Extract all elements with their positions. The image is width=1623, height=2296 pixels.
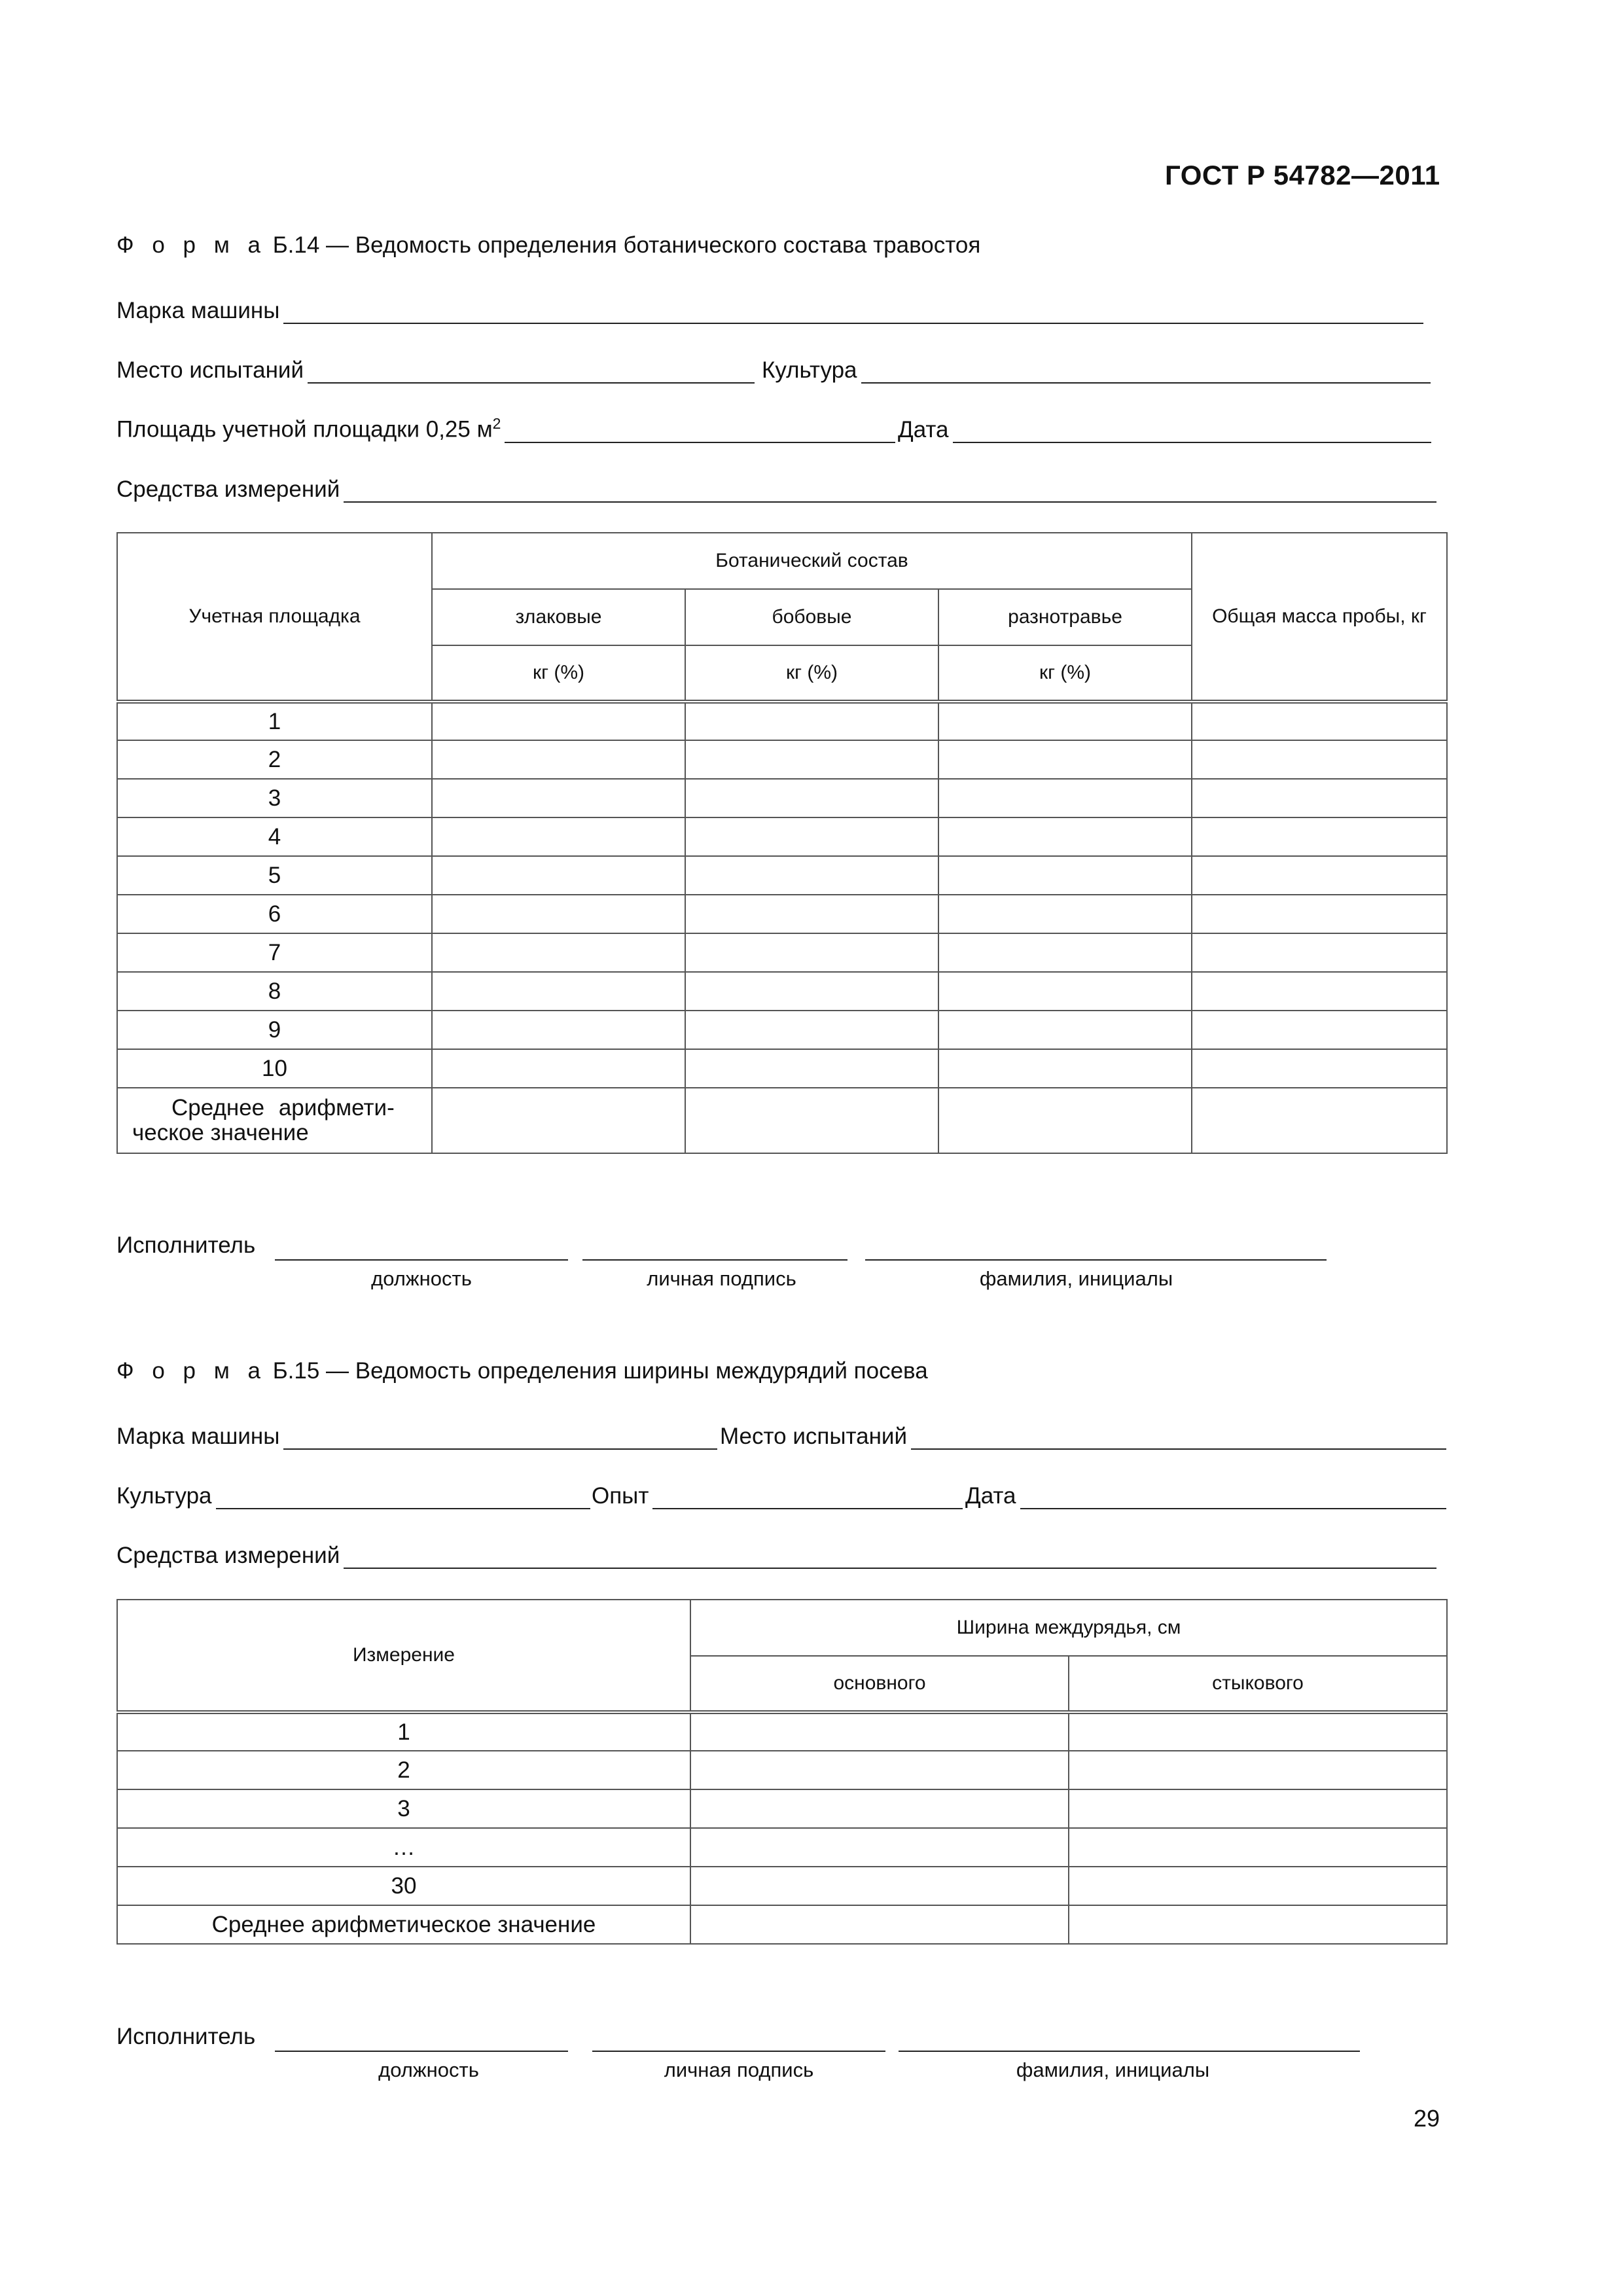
cell[interactable]	[1069, 1828, 1447, 1867]
cell[interactable]	[1069, 1905, 1447, 1944]
row-number: 10	[117, 1049, 432, 1088]
header-herb: разнотравье	[938, 589, 1192, 645]
standard-number: ГОСТ Р 54782—2011	[1165, 160, 1440, 190]
form15-sign-caption: личная подпись	[664, 2058, 814, 2081]
cell[interactable]	[938, 779, 1192, 817]
form14-name-line[interactable]	[865, 1258, 1327, 1261]
form15-machine-line[interactable]	[283, 1424, 717, 1450]
cell[interactable]	[685, 702, 938, 740]
form15-name-line[interactable]	[899, 2049, 1360, 2052]
cell[interactable]	[938, 740, 1192, 779]
form15-experiment-label: Опыт	[592, 1483, 649, 1509]
cell[interactable]	[938, 1011, 1192, 1049]
header-plot: Учетная площадка	[117, 533, 432, 702]
cell[interactable]	[690, 1712, 1069, 1751]
cell[interactable]	[432, 972, 685, 1011]
form15-culture-label: Культура	[116, 1483, 212, 1509]
cell[interactable]	[938, 1049, 1192, 1088]
row-number: 6	[117, 895, 432, 933]
form15-place-field[interactable]	[720, 1417, 1446, 1450]
row-average-label	[117, 1088, 432, 1153]
cell[interactable]	[1192, 895, 1447, 933]
form14-date-line[interactable]	[953, 417, 1431, 443]
form14-area-label	[116, 410, 505, 443]
cell[interactable]	[938, 856, 1192, 895]
cell[interactable]	[690, 1789, 1069, 1828]
header-total-mass: Общая масса пробы, кг	[1192, 533, 1447, 702]
cell[interactable]	[685, 856, 938, 895]
form14-machine-field[interactable]	[116, 291, 1423, 324]
form14-culture-line[interactable]	[861, 357, 1431, 384]
cell[interactable]	[685, 740, 938, 779]
page-number: 29	[1414, 2105, 1440, 2132]
form15-title-prefix: Ф о р м а	[116, 1358, 266, 1384]
cell[interactable]	[685, 1088, 938, 1153]
row-average-label: Среднее арифметическое значение	[117, 1905, 690, 1944]
cell[interactable]	[690, 1905, 1069, 1944]
unit-herb: кг (%)	[938, 645, 1192, 702]
cell[interactable]	[685, 1049, 938, 1088]
form14-place-label: Место испытаний	[116, 357, 304, 383]
form14-place-field[interactable]	[116, 351, 755, 384]
cell[interactable]	[685, 933, 938, 972]
unit-legume: кг (%)	[685, 645, 938, 702]
cell[interactable]	[432, 895, 685, 933]
cell[interactable]	[432, 740, 685, 779]
form14-title	[116, 232, 980, 259]
form15-experiment-field[interactable]	[592, 1477, 963, 1509]
form14-machine-label: Марка машины	[116, 298, 280, 323]
form14-sign-caption: личная подпись	[647, 1267, 796, 1290]
cell[interactable]	[685, 972, 938, 1011]
row-ellipsis: …	[117, 1828, 690, 1867]
form15-table	[116, 1599, 1448, 1945]
form14-position-caption: должность	[371, 1267, 472, 1290]
header-joint: стыкового	[1069, 1656, 1447, 1712]
cell[interactable]	[690, 1828, 1069, 1867]
cell[interactable]	[1069, 1867, 1447, 1905]
cell[interactable]	[1192, 817, 1447, 856]
row-number: 3	[117, 779, 432, 817]
cell[interactable]	[1069, 1712, 1447, 1751]
cell[interactable]	[432, 702, 685, 740]
cell[interactable]	[685, 1011, 938, 1049]
form15-date-label: Дата	[965, 1483, 1016, 1509]
form14-area-sup: 2	[492, 415, 501, 433]
form14-date-field[interactable]	[898, 410, 1431, 443]
form14-culture-field[interactable]	[762, 351, 1431, 384]
form15-title-text: Б.15 — Ведомость определения ширины междурядий посева	[272, 1358, 928, 1384]
form15-sign-line[interactable]	[592, 2049, 885, 2052]
cell[interactable]	[1069, 1751, 1447, 1789]
form15-experiment-line[interactable]	[652, 1483, 963, 1509]
cell[interactable]	[432, 856, 685, 895]
cell[interactable]	[1192, 933, 1447, 972]
header-grass: злаковые	[432, 589, 685, 645]
row-number: 1	[117, 1712, 690, 1751]
form14-instruments-line[interactable]	[344, 476, 1436, 503]
form15-position-line[interactable]	[275, 2049, 568, 2052]
form15-name-caption: фамилия, инициалы	[1016, 2058, 1210, 2081]
form15-instruments-line[interactable]	[344, 1543, 1436, 1569]
form15-culture-field[interactable]	[116, 1477, 590, 1509]
cell[interactable]	[938, 895, 1192, 933]
header-botanical-composition: Ботанический состав	[432, 533, 1192, 589]
cell[interactable]	[432, 1011, 685, 1049]
form15-position-caption: должность	[378, 2058, 479, 2081]
cell[interactable]	[938, 1088, 1192, 1153]
cell[interactable]	[690, 1867, 1069, 1905]
form14-instruments-label: Средства измерений	[116, 476, 340, 502]
form14-sign-line[interactable]	[582, 1258, 847, 1261]
cell[interactable]	[1192, 702, 1447, 740]
row-number: 3	[117, 1789, 690, 1828]
form15-culture-line[interactable]	[216, 1483, 590, 1509]
form14-machine-line[interactable]	[283, 298, 1423, 324]
row-number: 9	[117, 1011, 432, 1049]
form15-title	[116, 1358, 928, 1384]
cell[interactable]	[690, 1751, 1069, 1789]
cell[interactable]	[1192, 856, 1447, 895]
avg-line-1: Среднее арифмети-	[171, 1095, 395, 1121]
cell[interactable]	[1069, 1789, 1447, 1828]
form14-date-label: Дата	[898, 417, 949, 442]
form14-executor-label: Исполнитель	[116, 1232, 256, 1258]
avg-line-2: ческое значение	[132, 1120, 309, 1145]
form15-place-label: Место испытаний	[720, 1424, 908, 1449]
cell[interactable]	[938, 817, 1192, 856]
form14-table	[116, 532, 1448, 1154]
form14-title-text: Б.14 — Ведомость определения ботанического состава травостоя	[272, 232, 981, 258]
row-number: 4	[117, 817, 432, 856]
form14-place-line[interactable]	[308, 357, 755, 384]
row-number: 30	[117, 1867, 690, 1905]
row-number: 1	[117, 702, 432, 740]
cell[interactable]	[1192, 1049, 1447, 1088]
cell[interactable]	[432, 779, 685, 817]
header-measurement: Измерение	[117, 1600, 690, 1712]
cell[interactable]	[432, 933, 685, 972]
row-number: 5	[117, 856, 432, 895]
form14-position-line[interactable]	[275, 1258, 568, 1261]
header-main: основного	[690, 1656, 1069, 1712]
cell[interactable]	[685, 895, 938, 933]
cell[interactable]	[1192, 740, 1447, 779]
cell[interactable]	[938, 933, 1192, 972]
form14-culture-label: Культура	[762, 357, 857, 383]
cell[interactable]	[685, 779, 938, 817]
form15-place-line[interactable]	[911, 1424, 1446, 1450]
header-legume: бобовые	[685, 589, 938, 645]
row-number: 2	[117, 1751, 690, 1789]
form15-date-line[interactable]	[1020, 1483, 1446, 1509]
row-number: 8	[117, 972, 432, 1011]
cell[interactable]	[938, 702, 1192, 740]
cell[interactable]	[938, 972, 1192, 1011]
form14-name-caption: фамилия, инициалы	[979, 1267, 1173, 1290]
cell[interactable]	[685, 817, 938, 856]
cell[interactable]	[1192, 1011, 1447, 1049]
cell[interactable]	[1192, 1088, 1447, 1153]
form15-machine-field[interactable]	[116, 1417, 717, 1450]
form15-instruments-label: Средства измерений	[116, 1543, 340, 1568]
row-number: 2	[117, 740, 432, 779]
cell[interactable]	[432, 1088, 685, 1153]
header-row-width: Ширина междурядья, см	[690, 1600, 1447, 1656]
form14-instruments-field[interactable]	[116, 470, 1436, 503]
form14-area-text: Площадь учетной площадки 0,25 м	[116, 417, 493, 442]
form15-instruments-field[interactable]	[116, 1536, 1436, 1569]
form15-executor-label: Исполнитель	[116, 2024, 256, 2049]
row-number: 7	[117, 933, 432, 972]
cell[interactable]	[432, 1049, 685, 1088]
form14-title-prefix: Ф о р м а	[116, 232, 266, 258]
cell[interactable]	[432, 817, 685, 856]
cell[interactable]	[1192, 779, 1447, 817]
unit-grass: кг (%)	[432, 645, 685, 702]
form15-date-field[interactable]	[965, 1477, 1446, 1509]
cell[interactable]	[1192, 972, 1447, 1011]
form15-machine-label: Марка машины	[116, 1424, 280, 1449]
form14-area-line[interactable]	[505, 417, 895, 443]
form14-area-field[interactable]	[116, 410, 895, 443]
